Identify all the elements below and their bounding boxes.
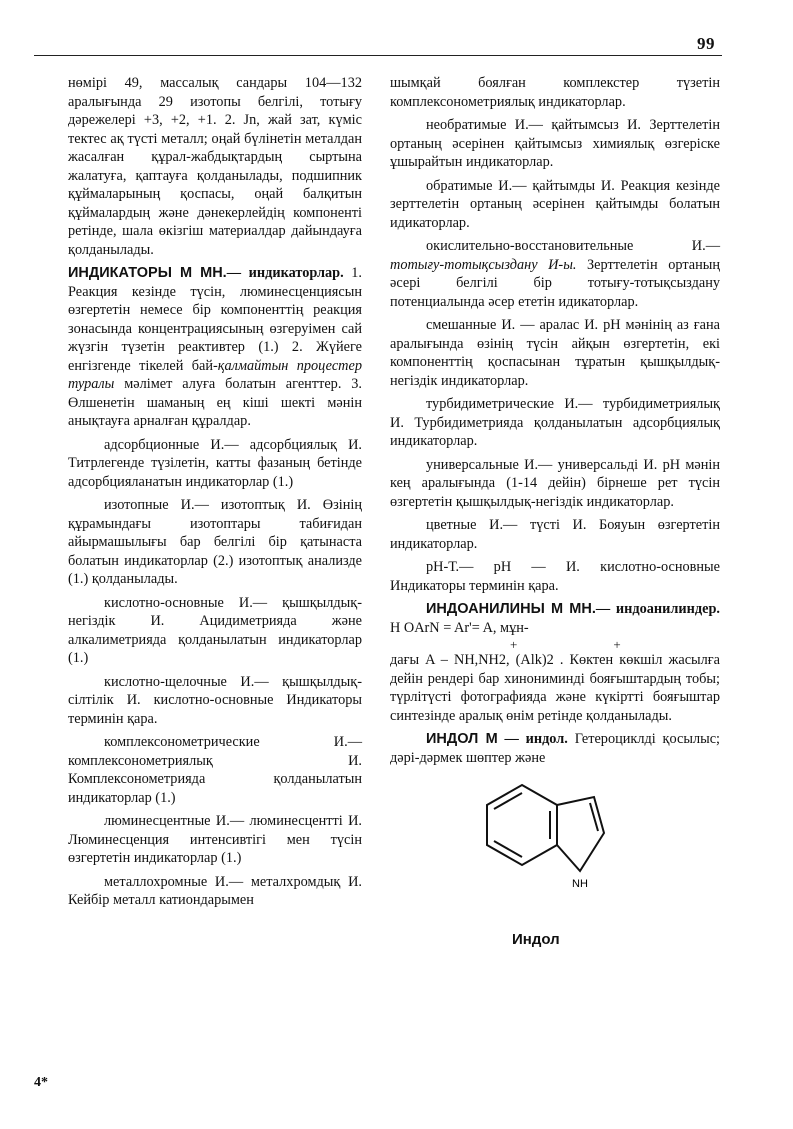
formula-charges [390, 639, 720, 651]
entry-universalnye: универсальные И.— универсальді И. рН мәнін кең аралығында (1-14 дейін) бірнеше рет түсін өзгертетін қышқылдық-негіздік индикаторлар. [390, 456, 720, 510]
entry-obratimye: обратимые И.— қайтымды И. Реакция кезінде зерттелетін ортаның әсерінен қайтымды болатын идикаторлар. [390, 177, 720, 231]
paragraph-continuation: нөмірі 49, массалық сандары 104—132 аралығында 29 изотопы белгілі, тотығу дәрежелері +3, +2, +1. 2. Jn, жай зат, күміс тектес ақ түсті металл; оңай бүлінетін металдан жасалған құрал-жабдықтардың сыртына жалатуға, қаптауға қолданылады, подшипник құймаларының қоспасы, оңай балқитын құймалардың және дәнекерлейдің компоненті ретінде, шала өкізгіш материалдар дайындауға қолданылады. [68, 75, 362, 258]
entry-headword: ИНДОЛ М [426, 731, 498, 747]
entry-italic: тотығу-тотықсыздану И-ы. [390, 256, 577, 273]
entry-okislitelno [390, 237, 720, 311]
entry-translation: — индикаторлар. [226, 265, 344, 281]
paragraph-continuation: шымқай боялған комплекстер түзетін комплексонометриялық индикаторлар. [390, 75, 720, 110]
indole-figure [390, 775, 720, 963]
left-column [68, 74, 362, 910]
entry-izotop: изотопные И.— изотоптық И. Өзінің құрамындағы изотоптары табиғидан айырмашылығы бар белгілі бір қатынаста болатын индикаторлар (2.) изотоптық анализде (1.) қолданылады. [68, 497, 362, 587]
entry-translation: — индоанилиндер. [595, 601, 720, 617]
entry-text: Гетероциклді қосылыс; дәрі-дәрмек шөптер және [390, 731, 721, 766]
entry-text: Зерттелетін ортаның әсері белгілі бір тотығу-тотықсыздану потенциалында әсер ететін идикаторлар. [390, 256, 720, 310]
entry-translation: — индол. [497, 731, 568, 747]
entry-formula: Н ОArN = Ar'= A, мұн- [390, 619, 529, 636]
entry-text: окислительно-восстановительные И.— [426, 238, 720, 254]
entry-headword: ИНДИКАТОРЫ М МН. [68, 265, 227, 281]
entry-kislotno-osnovnye: кислотно-основные И.— қышқылдық-негіздік И. Ацидиметрияда және алкалиметрияда қолданылатын индикаторлар (1.) [68, 594, 362, 666]
page-number: 99 [697, 34, 715, 53]
entry-kompleksonometricheskie: комплексонометрические И.— комплексонометриялық И. Комплексонометрияда қолданылатын индикаторлар (1.) [68, 734, 362, 806]
charge-mark: + [613, 637, 621, 652]
entry-indol [390, 730, 720, 767]
entry-text: 1. Реакция кезінде түсін, люминесценциясын өзгертетін немесе бір компоненттің реакция зонасында концентрациясының өзгеруімен сай жүзгін түзетін реактивтер (1.) 2. Жүйеге енгізгенде тікелей бай- [68, 265, 363, 374]
entry-tsvetnye: цветные И.— түсті И. Бояуын өзгертетін индикаторлар. [390, 517, 720, 552]
indole-structure-diagram [462, 775, 642, 925]
figure-caption: Индол [512, 931, 560, 948]
entry-indikatory [68, 264, 362, 431]
entry-smeshannye: смешанные И. — аралас И. рН мәнінің аз ғана аралығында өзінің түсін айқын өзгертетін, екі компоненттің қоспасынан тұратын қышқылдық-негіздік индикаторлар. [390, 317, 720, 389]
charge-mark: + [510, 637, 518, 652]
header-rule [34, 55, 722, 56]
nh-label: NH [572, 878, 588, 890]
entry-ph-t: рН-Т.— рН — И. кислотно-основные Индикаторы терминін қара. [390, 559, 720, 594]
entry-indoaniliny [390, 600, 720, 637]
entry-lyuminestsentnye: люминесцентные И.— люминесцентті И. Люминесценция интенсивтігі мен түсін өзгертетін индикаторлар (1.) [68, 813, 362, 866]
entry-metallokhromnye: металлохромные И.— металхромдық И. Кейбір металл катиондарымен [68, 873, 362, 908]
signature-mark: 4* [34, 1075, 48, 1090]
entry-kislotno-shchelochnye: кислотно-щелочные И.— қышқылдық-сілтілік И. кислотно-основные Индикаторы терминін қара. [68, 673, 362, 727]
entry-adsorb: адсорбционные И.— адсорбциялық И. Титрлегенде түзілетін, катты фазаның бетінде адсорбцияланатын индикаторлар (1.) [68, 436, 362, 490]
entry-indoaniliny-body: дағы A – NH,NH2, (Alk)2 . Көктен көкшіл жасылға дейін рендері бар хинониминді бояғыштардың тобы; түрлітүсті фотографияда және күкіртті бояғыштар синтезінде аралық өнім ретінде қолданылады. [390, 652, 720, 724]
entry-turbidimetricheskie: турбидиметрические И.— турбидиметриялық И. Турбидиметрияда қолданылатын адсорбциялық индикаторлар. [390, 396, 720, 449]
entry-text: мәлімет алуға болатын агенттер. 3. Өлшенетін шаманың ең кіші шекті мәнін анықтауға арналған құралдар. [68, 376, 362, 429]
entry-headword: ИНДОАНИЛИНЫ М МН. [426, 601, 596, 617]
right-column [390, 74, 720, 963]
entry-italic: қалмайтын процестер туралы [68, 357, 362, 392]
entry-neobratimye: необратимые И.— қайтымсыз И. Зерттелетін ортаның әсерінен қайтымсыз химиялық өзгеріске ұшырайтын индикаторлар. [390, 117, 720, 170]
